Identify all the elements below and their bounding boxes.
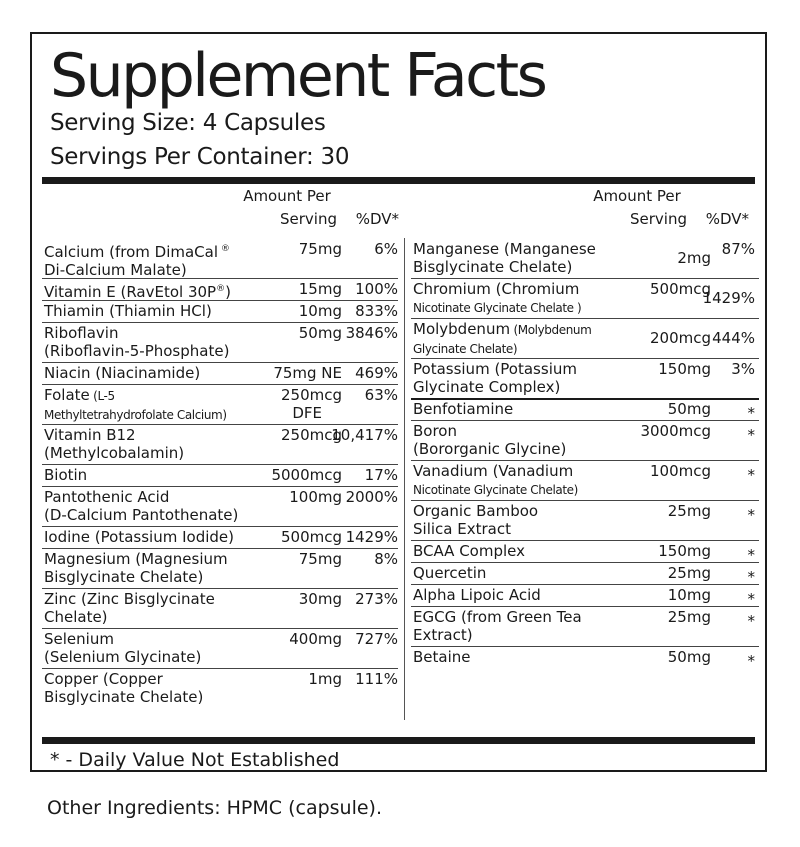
nutrient-row	[411, 238, 759, 279]
nutrient-amount: 150mg	[658, 360, 711, 378]
nutrient-amount: 100mcg	[649, 462, 711, 480]
nutrient-name	[413, 542, 525, 560]
nutrient-name-line2: Nicotinate Glycinate Chelate )	[413, 301, 582, 315]
nutrient-name-text: Calcium (from DimaCal	[44, 243, 219, 261]
nutrient-name	[44, 364, 200, 382]
right-header-amount-line1: Amount Per	[593, 187, 681, 205]
nutrient-daily-value: 444%	[712, 329, 755, 347]
nutrient-name-tail: )	[225, 283, 231, 301]
nutrient-amount: 500mcg	[649, 280, 711, 298]
nutrient-name-note: (Molybdenum	[510, 323, 592, 337]
nutrient-name	[44, 630, 201, 666]
nutrient-row	[42, 548, 398, 589]
nutrient-amount: 150mg	[658, 542, 711, 560]
nutrient-amount: 25mg	[667, 502, 711, 520]
serving-size: Serving Size: 4 Capsules	[50, 110, 326, 136]
nutrient-amount: 200mcg	[649, 329, 711, 347]
nutrient-daily-value: 469%	[355, 364, 398, 382]
nutrient-row	[411, 460, 759, 501]
nutrient-name-line2: Chelate)	[44, 608, 108, 626]
left-header-amount-line2: Serving	[280, 210, 337, 228]
nutrient-daily-value: *	[747, 652, 755, 670]
nutrient-name-line2: Extract)	[413, 626, 473, 644]
nutrient-name	[413, 608, 582, 644]
nutrient-name-line2: Glycinate Chelate)	[413, 342, 518, 356]
nutrient-daily-value: 6%	[374, 240, 398, 258]
nutrient-name	[413, 360, 577, 396]
supplement-facts-panel	[30, 32, 767, 772]
nutrient-name-text: Vanadium (Vanadium	[413, 462, 574, 480]
nutrient-name	[413, 648, 471, 666]
left-header-amount-line1: Amount Per	[243, 187, 331, 205]
nutrient-row	[411, 562, 759, 585]
nutrient-amount: 50mg	[298, 324, 342, 342]
nutrient-name-text: EGCG (from Green Tea	[413, 608, 582, 626]
nutrient-name-line2: (Bororganic Glycine)	[413, 440, 567, 458]
nutrient-row	[42, 424, 398, 465]
nutrient-amount-unit: DFE	[292, 404, 322, 422]
nutrient-name-text: Molybdenum	[413, 320, 511, 338]
nutrient-name	[44, 240, 230, 279]
nutrient-row	[411, 606, 759, 647]
nutrient-name	[413, 564, 486, 582]
nutrient-daily-value: 63%	[364, 386, 398, 404]
nutrient-name-text: Selenium	[44, 630, 114, 648]
nutrient-name	[413, 586, 541, 604]
nutrient-row	[42, 238, 398, 279]
nutrient-name-text: Organic Bamboo	[413, 502, 539, 520]
nutrient-amount: 15mg	[298, 280, 342, 298]
nutrient-daily-value: 100%	[355, 280, 398, 298]
nutrient-amount: 25mg	[667, 608, 711, 626]
nutrient-amount: 1mg	[308, 670, 342, 688]
nutrient-name-text: Riboflavin	[44, 324, 119, 342]
nutrient-amount: 3000mcg	[640, 422, 711, 440]
nutrient-name-line2: Bisglycinate Chelate)	[44, 688, 204, 706]
nutrient-name-line2: (D-Calcium Pantothenate)	[44, 506, 239, 524]
nutrient-amount: 500mcg	[280, 528, 342, 546]
nutrient-amount: 5000mcg	[271, 466, 342, 484]
nutrient-name	[44, 280, 231, 301]
nutrient-row	[42, 322, 398, 363]
right-header-dv: %DV*	[705, 210, 749, 228]
nutrient-name-text: Niacin (Niacinamide)	[44, 364, 201, 382]
nutrient-name-text: Potassium (Potassium	[413, 360, 577, 378]
nutrient-row	[42, 486, 398, 527]
nutrient-amount: 75mg	[298, 240, 342, 258]
nutrient-name-line2: Nicotinate Glycinate Chelate)	[413, 483, 578, 497]
nutrient-name	[413, 462, 578, 499]
nutrient-daily-value: 727%	[355, 630, 398, 648]
nutrient-name	[44, 670, 203, 706]
nutrient-name-text: Chromium (Chromium	[413, 280, 580, 298]
nutrient-amount: 2mg	[677, 249, 711, 267]
nutrient-name	[44, 466, 87, 484]
nutrient-name	[44, 528, 234, 546]
nutrient-name-text: Manganese (Manganese	[413, 240, 596, 258]
nutrient-name	[44, 550, 228, 586]
nutrient-name-line2: (Methylcobalamin)	[44, 444, 185, 462]
daily-value-footnote: * - Daily Value Not Established	[50, 749, 340, 771]
panel-title: Supplement Facts	[50, 41, 546, 111]
nutrient-row	[411, 500, 759, 541]
left-header-dv: %DV*	[355, 210, 399, 228]
nutrient-row	[411, 278, 759, 319]
nutrient-daily-value: 87%	[721, 240, 755, 258]
nutrient-name-text: Quercetin	[413, 564, 487, 582]
nutrient-name-text: Vitamin E (RavEtol 30P	[44, 283, 217, 301]
nutrient-name-line2: (Riboflavin-5-Phosphate)	[44, 342, 230, 360]
nutrient-name-text: Thiamin (Thiamin HCl)	[44, 302, 212, 320]
nutrient-amount: 250mcg	[280, 386, 342, 404]
nutrient-name-text: Vitamin B12	[44, 426, 136, 444]
nutrient-name	[44, 324, 229, 360]
nutrient-name-text: Biotin	[44, 466, 88, 484]
nutrient-name	[44, 386, 227, 424]
nutrient-row	[42, 384, 398, 425]
nutrient-name-text: Betaine	[413, 648, 471, 666]
nutrient-name	[413, 400, 513, 418]
nutrient-name-line2: Bisglycinate Chelate)	[413, 258, 573, 276]
nutrient-row	[42, 362, 398, 385]
nutrient-row	[42, 278, 398, 301]
nutrient-name-line2: Methyltetrahydrofolate Calcium)	[44, 408, 227, 422]
nutrient-amount: 75mg NE	[273, 364, 342, 382]
bottom-divider-bar	[42, 737, 755, 744]
nutrient-amount: 100mg	[289, 488, 342, 506]
nutrient-row	[42, 668, 398, 708]
nutrient-amount: 50mg	[667, 648, 711, 666]
nutrient-name-text: Folate	[44, 386, 90, 404]
nutrient-name-line2: (Selenium Glycinate)	[44, 648, 202, 666]
nutrient-daily-value: 2000%	[345, 488, 398, 506]
nutrient-daily-value: 3%	[731, 360, 755, 378]
nutrient-name	[413, 502, 538, 538]
nutrient-name-line2: Silica Extract	[413, 520, 511, 538]
nutrient-daily-value: *	[747, 590, 755, 608]
nutrient-name-line2: Bisglycinate Chelate)	[44, 568, 204, 586]
nutrient-row	[42, 300, 398, 323]
nutrient-row	[42, 464, 398, 487]
nutrient-daily-value: 273%	[355, 590, 398, 608]
nutrient-name-text: BCAA Complex	[413, 542, 526, 560]
nutrient-row	[411, 584, 759, 607]
nutrient-daily-value: *	[747, 466, 755, 484]
nutrient-name-line2: Di-Calcium Malate)	[44, 261, 187, 279]
nutrient-name-text: Copper (Copper	[44, 670, 163, 688]
nutrient-daily-value: *	[747, 568, 755, 586]
nutrient-row	[411, 358, 759, 400]
nutrient-row	[42, 526, 398, 549]
nutrient-amount: 10mg	[298, 302, 342, 320]
nutrient-amount: 30mg	[298, 590, 342, 608]
nutrient-amount: 50mg	[667, 400, 711, 418]
registered-mark: ®	[216, 284, 226, 294]
nutrient-name-text: Pantothenic Acid	[44, 488, 170, 506]
nutrient-daily-value: 8%	[374, 550, 398, 568]
nutrient-daily-value: 10,417%	[331, 426, 398, 444]
nutrient-row	[411, 646, 759, 668]
registered-mark: ®	[218, 244, 230, 254]
nutrient-daily-value: 3846%	[345, 324, 398, 342]
nutrient-daily-value: *	[747, 546, 755, 564]
other-ingredients: Other Ingredients: HPMC (capsule).	[47, 797, 383, 819]
nutrient-daily-value: 1429%	[345, 528, 398, 546]
servings-per-container: Servings Per Container: 30	[50, 144, 350, 170]
nutrient-row	[42, 628, 398, 669]
nutrient-amount: 75mg	[298, 550, 342, 568]
nutrient-amount: 10mg	[667, 586, 711, 604]
nutrient-name-text: Alpha Lipoic Acid	[413, 586, 541, 604]
nutrient-row	[42, 588, 398, 629]
nutrient-daily-value: 1429%	[702, 289, 755, 307]
nutrient-row	[411, 420, 759, 461]
nutrient-name	[413, 422, 566, 458]
nutrient-name	[413, 280, 581, 317]
nutrient-name	[413, 320, 591, 358]
nutrient-amount: 400mg	[289, 630, 342, 648]
nutrient-daily-value: 17%	[364, 466, 398, 484]
nutrient-name-note: (L-5	[89, 389, 115, 403]
nutrient-amount: 25mg	[667, 564, 711, 582]
nutrient-amount: 250mcg	[280, 426, 342, 444]
nutrient-daily-value: 833%	[355, 302, 398, 320]
nutrient-row	[411, 540, 759, 563]
nutrient-name	[44, 488, 238, 524]
nutrient-daily-value: 111%	[355, 670, 398, 688]
top-divider-bar	[42, 177, 755, 184]
nutrient-name-text: Magnesium (Magnesium	[44, 550, 228, 568]
nutrient-row	[411, 318, 759, 359]
nutrient-name-text: Boron	[413, 422, 457, 440]
nutrient-name	[44, 426, 184, 462]
nutrient-row	[411, 398, 759, 421]
right-header-amount-line2: Serving	[630, 210, 687, 228]
nutrient-name-text: Zinc (Zinc Bisglycinate	[44, 590, 215, 608]
nutrient-daily-value: *	[747, 404, 755, 422]
column-divider	[404, 238, 405, 720]
nutrient-name	[44, 590, 215, 626]
nutrient-daily-value: *	[747, 612, 755, 630]
nutrient-name-line2: Glycinate Complex)	[413, 378, 561, 396]
nutrient-name-text: Benfotiamine	[413, 400, 514, 418]
nutrient-name-text: Iodine (Potassium Iodide)	[44, 528, 234, 546]
nutrient-name	[44, 302, 212, 320]
nutrient-name	[413, 240, 596, 276]
nutrient-daily-value: *	[747, 426, 755, 444]
nutrient-daily-value: *	[747, 506, 755, 524]
